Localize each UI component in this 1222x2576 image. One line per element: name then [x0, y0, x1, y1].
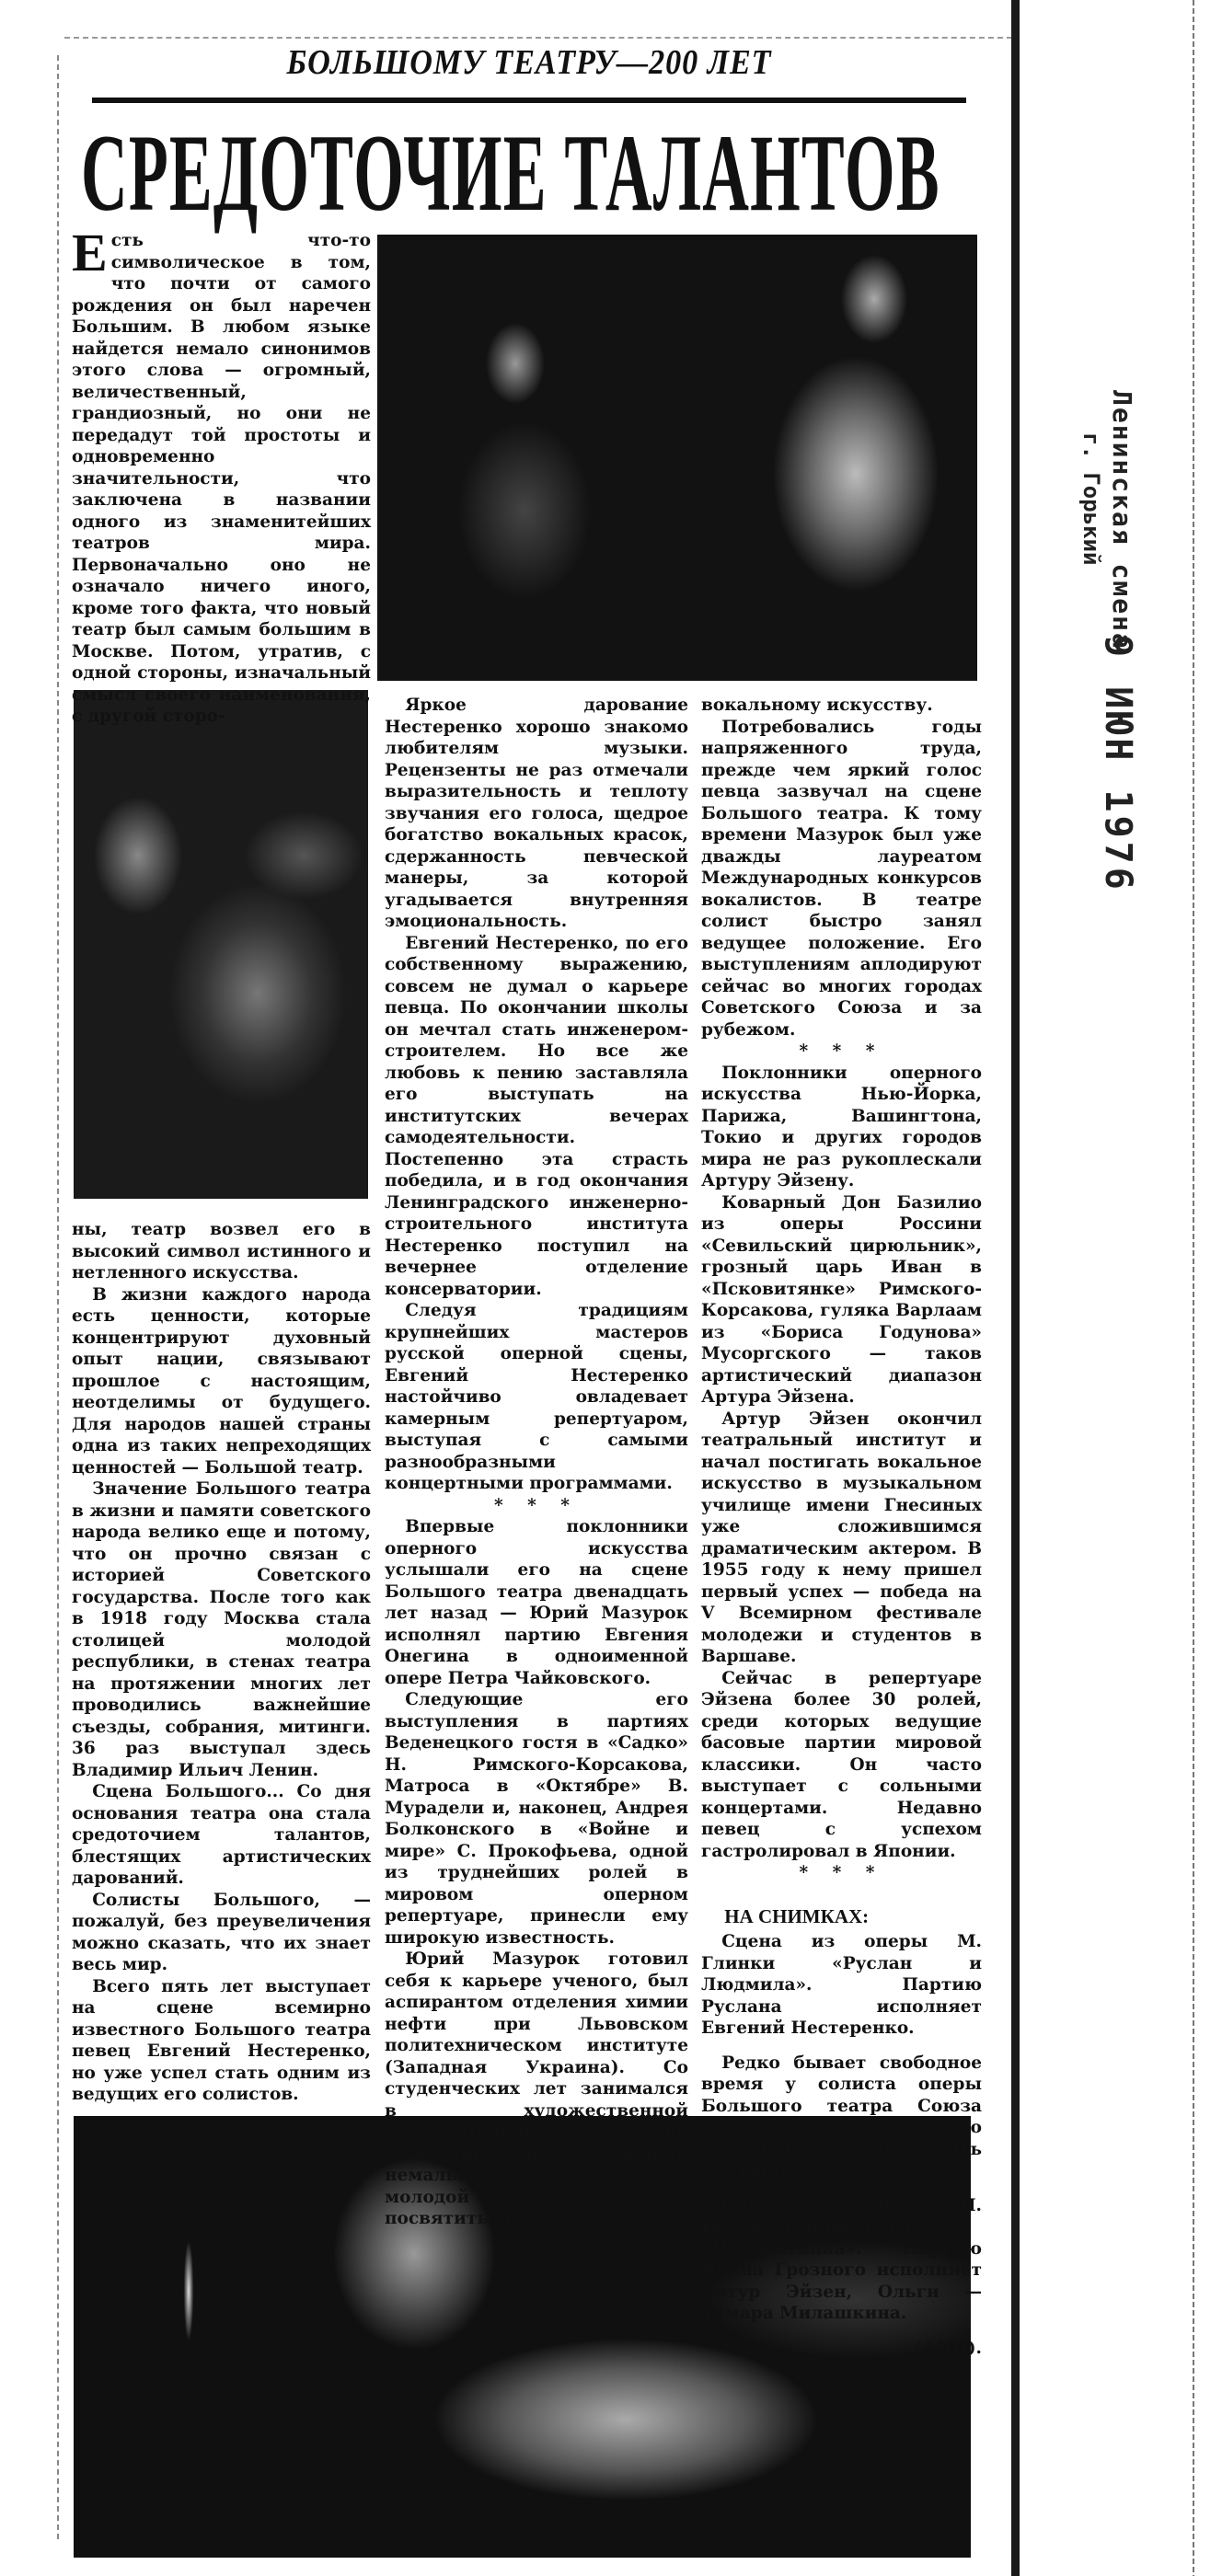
paragraph: Артур Эйзен окончил театральный институт и начал постигать вокальное искусство в музыкальном училище имени Гнесиных уже сложившимся драматическим актером. В 1955 году к нему пришел первый успех — победа на V Всемирном фестивале молодежи и студентов в Варшаве.	[701, 1409, 982, 1666]
section-separator: * * *	[494, 1495, 579, 1515]
paragraph: Потребовались годы напряженного труда, прежде чем яркий голос певца зазвучал на сцене Большого театра. К тому времени Мазурок был уже дважды лауреатом Международных конкурсов вокалистов. В театре солист быстро занял ведущее положение. Его выступлениям аплодируют сейчас во многих городах Советского Союза и за рубежом.	[701, 717, 982, 1040]
stamp-date: 9 ИЮН 1976	[1097, 635, 1139, 893]
paragraph: Евгений Нестеренко, по его собственному выражению, совсем не думал о карьере певца. По окончании школы он мечтал стать инженером-строителем. Но все же любовь к пению заставляла его выступать на институтских вечерах самодеятельности. Постепенно эта страсть победила, и в год окончания Ленинградского инженерно-строительного института Нестеренко поступил на вечернее отделение консерватории.	[385, 933, 688, 1299]
paragraph: В жизни каждого народа есть ценности, которые концентрируют духовный опыт нации, связывают прошлое с настоящим, неотделимы от будущего. Для народов нашей страны одна из таких непреходящих ценностей — Большой театр.	[72, 1284, 371, 1478]
column-1-top	[72, 223, 371, 728]
stamp-newspaper: Ленинская смена	[1107, 390, 1137, 650]
column-3	[701, 695, 982, 2372]
paragraph: Яркое дарование Нестеренко хорошо знакомо любителям музыки. Рецензенты не раз отмечали выразительность и теплоту звучания его голоса, щедрое богатство вокальных красок, сдержанность певческой манеры, за которой угадывается внутренняя эмоциональность.	[385, 696, 688, 931]
paragraph: Сцена Большого... Со дня основания театра она стала средоточием талантов, блестящих артистических дарований.	[72, 1782, 371, 1888]
clipping-top-edge	[64, 37, 1012, 39]
paragraph: Следующие его выступления в партиях Веденецкого гостя в «Садко» Н. Римского-Корсакова, Матроса в «Октябре» В. Мурадели и, наконец, Андрея Болконского в «Войне и мире» С. Прокофьева, одной из труднейших ролей в мировом оперном репертуаре, принесли ему широкую известность.	[385, 1690, 688, 1948]
margin-rule	[1193, 0, 1194, 2576]
paragraph: Следуя традициям крупнейших мастеров русской оперной сцены, Евгений Нестеренко настойчиво овладевает камерным репертуаром, выступая с самыми разнообразными концертными программами.	[385, 1301, 688, 1493]
drop-cap: Е	[72, 223, 108, 282]
clipping-right-bar	[1011, 0, 1020, 2576]
paragraph: Поклонники оперного искусства Нью-Йорка, Парижа, Вашингтона, Токио и других городов мира не раз рукоплескали Артуру Эйзену.	[701, 1063, 982, 1190]
photo-mazurok-with-son	[74, 690, 368, 1199]
agency-credit: (АПН).	[914, 2338, 982, 2358]
kicker: БОЛЬШОМУ ТЕАТРУ—200 ЛЕТ	[286, 43, 772, 82]
caption: Редко бывает свободное время у солиста оперы Большого театра Союза ССР Юрия Мазурока, но тем приятнее посвятить его сыну.	[701, 2053, 982, 2180]
captions-title: НА СНИМКАХ:	[724, 1904, 870, 1927]
photo-ruslan-and-lyudmila	[377, 235, 977, 681]
headline: СРЕДОТОЧИЕ ТАЛАНТОВ	[81, 111, 940, 234]
paragraph: Значение Большого театра в жизни и памяти советского народа велико еще и потому, что он прочно связан с историей Советского государства. После того как в 1918 году Москва стала столицей молодой республики, в стенах театра на протяжении многих лет проводились важнейшие съезды, собрания, митинги. 36 раз выступал здесь Владимир Ильич Ленин.	[72, 1479, 371, 1780]
clipping-left-edge	[57, 55, 59, 2539]
kicker-rule	[92, 98, 966, 103]
paragraph: Сейчас в репертуаре Эйзена более 30 ролей, среди которых ведущие басовые партии мировой классики. Он часто выступает с сольными концертами. Недавно певец с успехом гастролировал в Японии.	[701, 1668, 982, 1861]
photo-captions	[701, 1906, 982, 2360]
paragraph: ны, театр возвел его в высокий символ истинного и нетленного искусства.	[72, 1220, 371, 1282]
column-1-bottom	[72, 1219, 371, 2106]
paragraph: Юрий Мазурок готовил себя к карьере ученого, был аспирантом отделения химии нефти при Львовском политехническом институте (Западная Украина). Со студенческих лет занимался в художественной самодеятельности. Серьезно увлекшись пением и проявив немалые способности, молодой химик решил посвятить себя	[385, 1949, 688, 2228]
stamp-city: г. Горький	[1078, 432, 1104, 566]
column-2	[385, 695, 688, 2230]
paragraph: Коварный Дон Базилио из оперы Россини «Севильский цирюльник», грозный царь Иван в «Псковитянке» Римского-Корсакова, гуляка Варлаам из «Бориса Годунова» Мусоргского — таков артистический диапазон Артура Эйзена.	[701, 1192, 982, 1407]
paragraph: Впервые поклонники оперного искусства услышали его на сцене Большого театра двенадцать лет назад — Юрий Мазурок исполнял партию Евгения Онегина в одноименной опере Петра Чайковского.	[385, 1517, 688, 1688]
caption: Сцена из оперы М. Глинки «Руслан и Людмила». Партию Руслана исполняет Евгений Нестеренко.	[701, 1932, 982, 2038]
section-separator: * * *	[799, 1041, 884, 1061]
caption: Сцена из оперы Н. Римского-Корсакова «Псковитянка». Партию Ивана Грозного исполняет Артур Эйзен, Ольги — Тамара Милашкина.	[701, 2195, 982, 2323]
paragraph-text: сть что-то символическое в том, что почти от самого рождения он был наречен Большим. В любом языке найдется немало синонимов этого слова — огромный, величественный, грандиозный, но они не передадут той простоты и одновременно значительности, что заключена в названии одного из знаменитейших театров мира. Первоначально оно не означало ничего иного, кроме того факта, что новый театр был самым большим в Москве. Потом, утратив, с одной стороны, изначальный смысл своего наименования, с другой сторо-	[72, 231, 371, 726]
paragraph: вокальному искусству.	[701, 696, 933, 715]
paragraph: Солисты Большого, — пожалуй, без преувеличения можно сказать, что их знает весь мир.	[72, 1890, 371, 1974]
paragraph: Всего пять лет выступает на сцене всемирно известного Большого театра певец Евгений Нестеренко, но уже успел стать одним из ведущих его солистов.	[72, 1976, 371, 2104]
paragraph	[72, 223, 371, 728]
section-separator: * * *	[799, 1863, 884, 1882]
